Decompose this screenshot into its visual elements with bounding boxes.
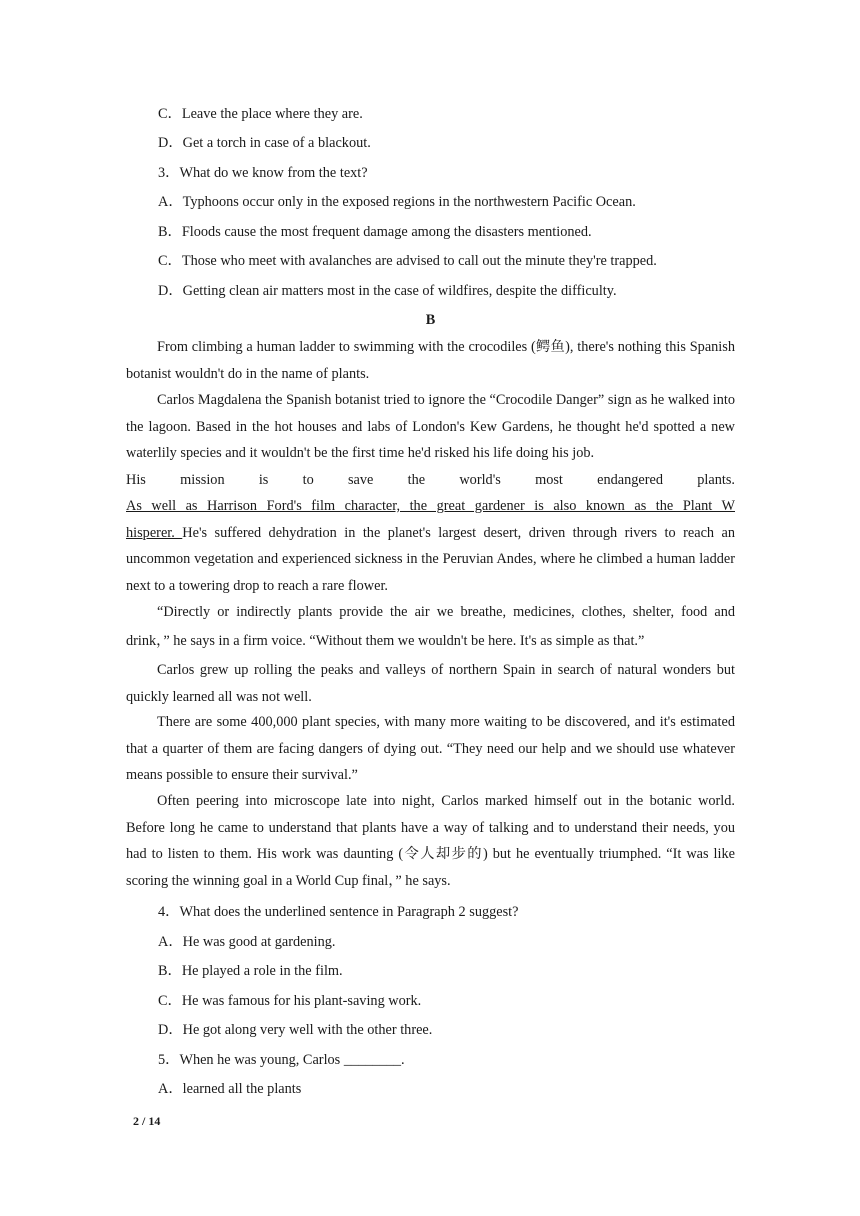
paragraph-3: “Directly or indirectly plants provide the air we breathe, medicines, clothes, shelter, food and drink，” he says in a firm voice. “Without them we wouldn't be here. It's as simple as that.” xyxy=(126,604,735,649)
paragraph-2 xyxy=(126,387,735,599)
q3-option-c: C．Those who meet with avalanches are advised to call out the minute they're trapped. xyxy=(158,253,657,269)
underlined-sentence-part-1: As well as Harrison Ford's film character, the great gardener is also known as the Plant W xyxy=(126,498,735,514)
paragraph-1: From climbing a human ladder to swimming with the crocodiles (鳄鱼), there's nothing this Spanish botanist wouldn't do in the name of plants. xyxy=(126,339,735,382)
q4-option-a: A．He was good at gardening. xyxy=(158,934,336,950)
page-number: 2 / 14 xyxy=(133,1114,161,1128)
q4-stem: 4．What does the underlined sentence in Paragraph 2 suggest? xyxy=(158,904,519,920)
paragraph-2-mission-line: His mission is to save the world's most endangered plants. xyxy=(126,471,735,488)
underlined-sentence-part-2: hisperer. xyxy=(126,524,183,541)
q5-option-a: A．learned all the plants xyxy=(158,1081,302,1097)
q2-option-d: D．Get a torch in case of a blackout. xyxy=(158,135,371,151)
q3-stem: 3．What do we know from the text? xyxy=(158,165,368,181)
paragraph-2-text-c: He's suffered dehydration in the planet's largest desert, driven through rivers to reach an uncommon vegetation and experienced sickness in the Peruvian Andes, where he climbed a human ladder next to a towering drop to reach a rare flower. xyxy=(126,524,735,594)
paragraph-2-text-a: Carlos Magdalena the Spanish botanist tried to ignore the “Crocodile Danger” sign as he walked into the lagoon. Based in the hot houses and labs of London's Kew Gardens, he thought he'd spotted a new waterlily species and it wouldn't be the first time he'd risked his life doing his job. xyxy=(126,392,735,461)
q5-stem: 5．When he was young, Carlos ________. xyxy=(158,1052,405,1068)
q4-option-b: B．He played a role in the film. xyxy=(158,963,343,979)
q4-option-d: D．He got along very well with the other three. xyxy=(158,1022,433,1038)
q3-option-a: A．Typhoons occur only in the exposed regions in the northwestern Pacific Ocean. xyxy=(158,194,636,210)
paragraph-5: There are some 400,000 plant species, with many more waiting to be discovered, and it's estimated that a quarter of them are facing dangers of dying out. “They need our help and we should use whatever means possible to ensure their survival.” xyxy=(126,714,735,783)
q2-option-c: C．Leave the place where they are. xyxy=(158,106,363,122)
q4-option-c: C．He was famous for his plant-saving work. xyxy=(158,993,422,1009)
paragraph-4: Carlos grew up rolling the peaks and valleys of northern Spain in search of natural wonders but quickly learned all was not well. xyxy=(126,662,735,705)
q3-option-d: D．Getting clean air matters most in the case of wildfires, despite the difficulty. xyxy=(158,283,617,299)
paragraph-6: Often peering into microscope late into night, Carlos marked himself out in the botanic world. Before long he came to understand that plants have a way of talking and to understand their needs, you had to listen to them. His work was daunting (令人却步的) but he eventually triumphed. “It was like scoring the winning goal in a World Cup final，” he says. xyxy=(126,793,735,889)
section-heading: B xyxy=(425,312,436,328)
q3-option-b: B．Floods cause the most frequent damage among the disasters mentioned. xyxy=(158,224,592,240)
